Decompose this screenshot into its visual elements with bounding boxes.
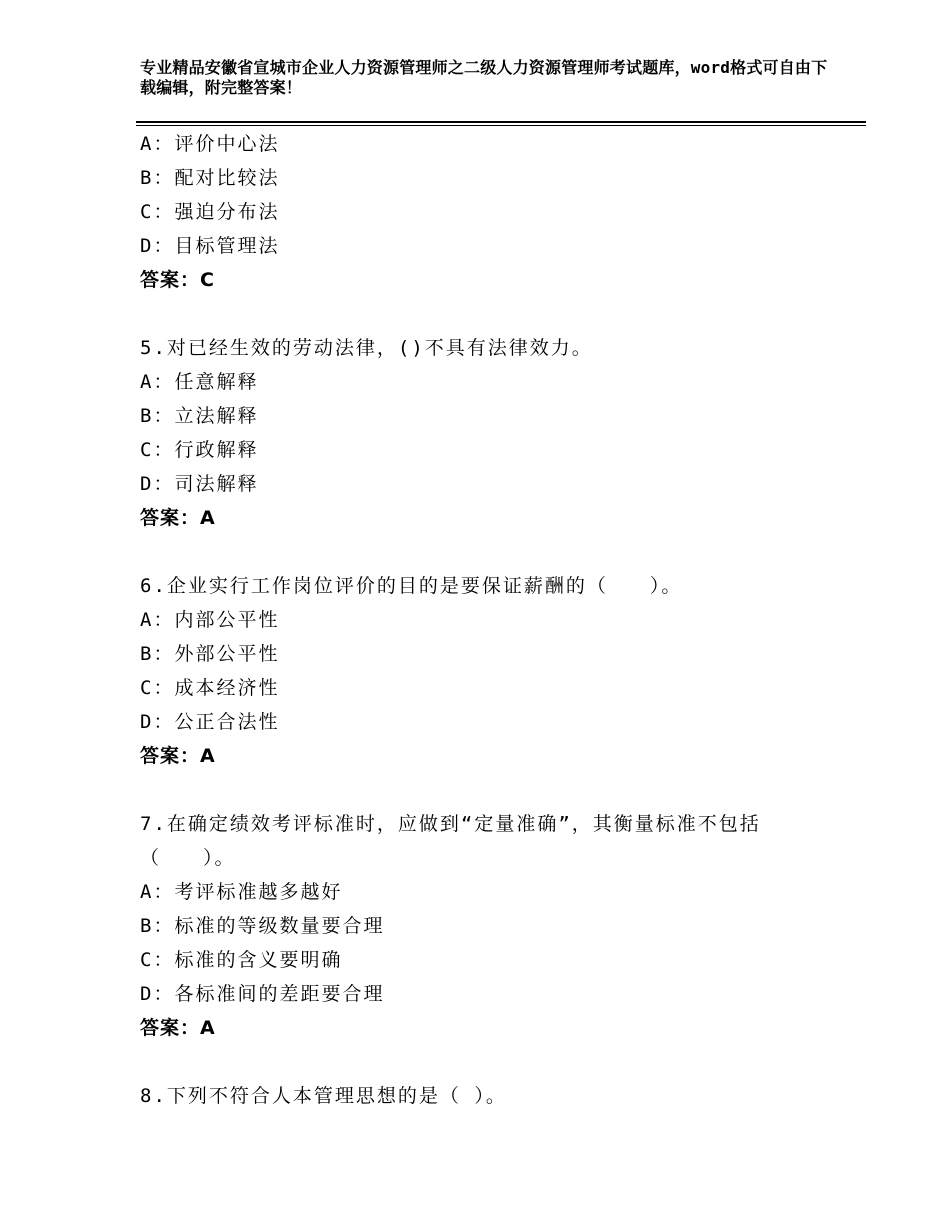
question-stem: 5.对已经生效的劳动法律，()不具有法律效力。 — [140, 337, 593, 359]
option-c: C：行政解释 — [140, 439, 259, 461]
option-c: C：成本经济性 — [140, 677, 280, 699]
question-stem: 6.企业实行工作岗位评价的目的是要保证薪酬的（ ）。 — [140, 575, 683, 597]
option-b: B：立法解释 — [140, 405, 259, 427]
question-4-continued — [140, 127, 860, 297]
answer-label: 答案：A — [140, 507, 216, 529]
question-6 — [140, 569, 860, 773]
option-c: C：强迫分布法 — [140, 201, 280, 223]
option-d: D：司法解释 — [140, 473, 259, 495]
option-b: B：配对比较法 — [140, 167, 280, 189]
spacer — [140, 535, 860, 569]
page-header-title: 专业精品安徽省宣城市企业人力资源管理师之二级人力资源管理师考试题库，word格式可自由下载编辑，附完整答案！ — [140, 58, 828, 97]
option-d: D：各标准间的差距要合理 — [140, 983, 385, 1005]
header-divider-thin — [136, 125, 866, 126]
option-a: A：任意解释 — [140, 371, 259, 393]
option-d: D：公正合法性 — [140, 711, 280, 733]
answer-label: 答案：A — [140, 745, 216, 767]
question-stem: 7.在确定绩效考评标准时，应做到“定量准确”，其衡量标准不包括（ ）。 — [140, 813, 761, 869]
option-b: B：外部公平性 — [140, 643, 280, 665]
question-stem: 8.下列不符合人本管理思想的是（ ）。 — [140, 1085, 507, 1107]
option-a: A：评价中心法 — [140, 133, 280, 155]
option-b: B：标准的等级数量要合理 — [140, 915, 385, 937]
spacer — [140, 1045, 860, 1079]
option-c: C：标准的含义要明确 — [140, 949, 343, 971]
spacer — [140, 773, 860, 807]
question-list — [140, 127, 860, 1113]
option-a: A：考评标准越多越好 — [140, 881, 343, 903]
spacer — [140, 297, 860, 331]
answer-label: 答案：A — [140, 1017, 216, 1039]
option-d: D：目标管理法 — [140, 235, 280, 257]
question-7 — [140, 807, 860, 1045]
header-divider-thick — [136, 121, 866, 123]
question-8 — [140, 1079, 860, 1113]
answer-label: 答案：C — [140, 269, 215, 291]
option-a: A：内部公平性 — [140, 609, 280, 631]
question-5 — [140, 331, 860, 535]
